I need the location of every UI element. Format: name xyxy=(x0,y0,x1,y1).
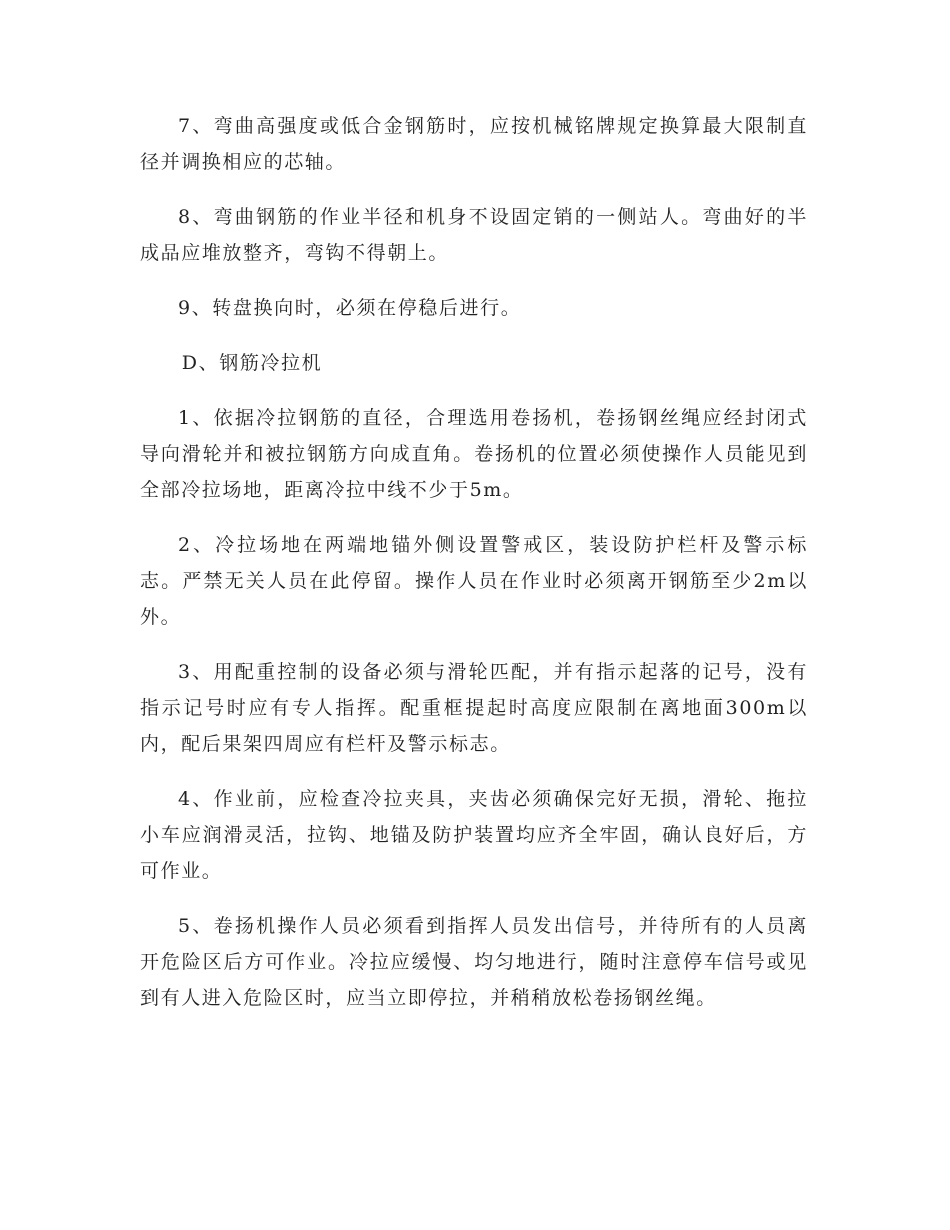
paragraph-item-8: 8、弯曲钢筋的作业半径和机身不设固定销的一侧站人。弯曲好的半成品应堆放整齐，弯钩不得朝上。 xyxy=(140,206,808,264)
paragraph-item-9: 9、转盘换向时，必须在停稳后进行。 xyxy=(178,297,522,319)
section-heading: D、钢筋冷拉机 xyxy=(181,352,323,374)
paragraph-item-7: 7、弯曲高强度或低合金钢筋时，应按机械铭牌规定换算最大限制直径并调换相应的芯轴。 xyxy=(140,115,808,173)
paragraph-item-3: 3、用配重控制的设备必须与滑轮匹配，并有指示起落的记号，没有指示记号时应有专人指挥。配重框提起时高度应限制在离地面300m以内，配后果架四周应有栏杆及警示标志。 xyxy=(140,661,808,755)
paragraph-item-1: 1、依据冷拉钢筋的直径，合理选用卷扬机，卷扬钢丝绳应经封闭式导向滑轮并和被拉钢筋方向成直角。卷扬机的位置必须使操作人员能见到全部冷拉场地，距离冷拉中线不少于5m。 xyxy=(140,407,808,501)
paragraph-item-2: 2、冷拉场地在两端地锚外侧设置警戒区，装设防护栏杆及警示标志。严禁无关人员在此停留。操作人员在作业时必须离开钢筋至少2m以外。 xyxy=(140,534,808,628)
paragraph-item-4: 4、作业前，应检查冷拉夹具，夹齿必须确保完好无损，滑轮、拖拉小车应润滑灵活，拉钩、地锚及防护装置均应齐全牢固，确认良好后，方可作业。 xyxy=(140,788,808,882)
paragraph-item-5: 5、卷扬机操作人员必须看到指挥人员发出信号，并待所有的人员离开危险区后方可作业。冷拉应缓慢、均匀地进行，随时注意停车信号或见到有人进入危险区时，应当立即停拉，并稍稍放松卷扬钢丝绳。 xyxy=(140,915,808,1009)
document-body xyxy=(140,108,808,1035)
